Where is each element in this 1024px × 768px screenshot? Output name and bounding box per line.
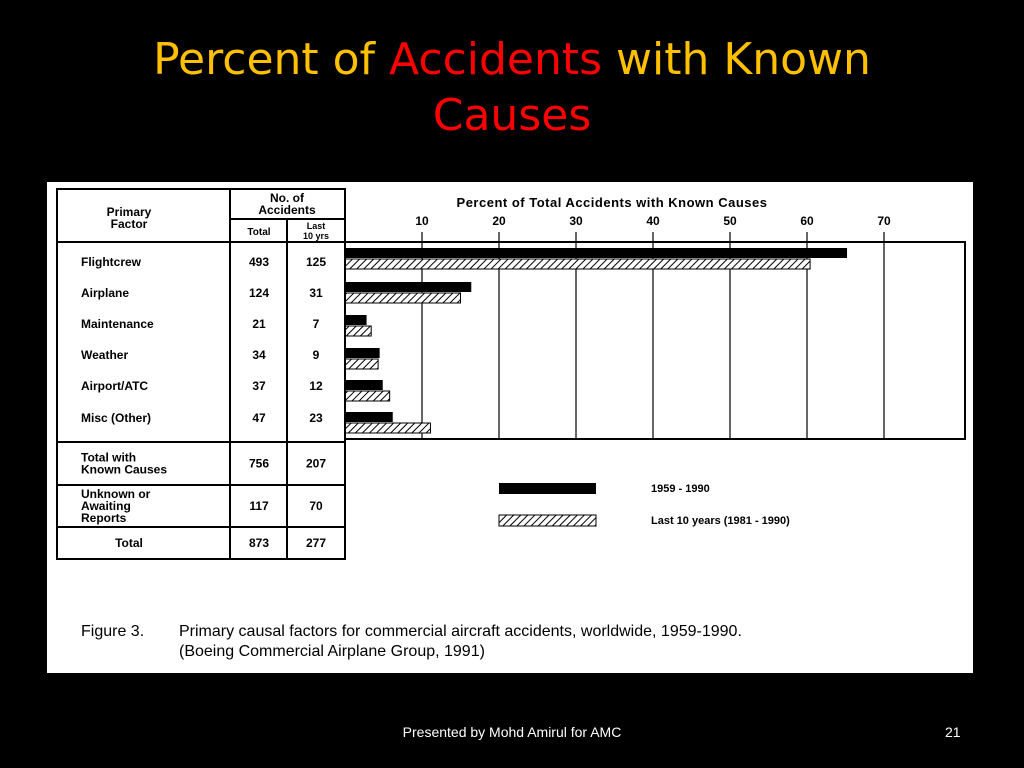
bar-last-10-years [345,259,810,269]
row-last10-value: 23 [309,411,323,425]
x-tick-label: 20 [492,214,506,228]
x-tick-label: 70 [877,214,891,228]
bar-last-10-years [345,359,378,369]
row-last10-value: 9 [312,348,320,362]
summary-rows [81,451,326,551]
summary-total-value: 117 [249,499,269,513]
caption-line-2: (Boeing Commercial Airplane Group, 1991) [179,643,485,660]
row-factor-label: Maintenance [81,317,154,331]
bar-1959-1990 [345,282,471,292]
bar-1959-1990 [345,315,367,325]
bar-1959-1990 [345,380,383,390]
row-factor-label: Misc (Other) [81,411,152,425]
summary-last10-value: 277 [305,536,327,550]
header-last-10-yrs: Last 10 yrs [302,221,330,241]
header-primary-factor: Primary Factor [106,205,152,231]
bar-last-10-years [345,326,371,336]
row-total-value: 37 [252,379,266,393]
row-last10-value: 7 [312,317,320,331]
x-tick-label: 50 [723,214,737,228]
header-no-of-accidents: No. of Accidents [258,191,316,217]
legend-swatch-1959-1990 [499,483,596,494]
caption-figure-label: Figure 3. [81,623,145,640]
row-total-value: 493 [248,255,270,269]
legend-label-last-10-years: Last 10 years (1981 - 1990) [651,515,790,527]
table-rows [81,255,326,425]
summary-total-value: 756 [248,456,270,471]
row-factor-label: Weather [81,348,129,362]
row-total-value: 124 [248,286,270,300]
figure-image [47,182,973,673]
row-total-value: 21 [252,317,266,331]
legend [499,483,790,527]
bar-chart [345,195,965,439]
slide-title [0,32,1024,144]
bar-1959-1990 [345,412,393,422]
bar-last-10-years [345,391,390,401]
row-total-value: 34 [252,348,266,362]
title-part-1: Percent of [153,34,390,85]
summary-last10-value: 70 [309,499,323,513]
figure-svg [47,182,973,673]
summary-label: Total with Known Causes [81,450,168,477]
footer-credit: Presented by Mohd Amirul for AMC [402,724,622,740]
chart-title: Percent of Total Accidents with Known Causes [456,195,768,210]
row-factor-label: Airplane [81,286,130,300]
title-causes: Causes [432,90,592,141]
row-last10-value: 31 [309,286,323,300]
summary-label: Total [115,536,143,550]
title-accidents: Accidents [389,34,603,85]
legend-swatch-last-10-years [499,515,596,526]
summary-last10-value: 207 [305,456,327,471]
bar-1959-1990 [345,348,380,358]
bar-last-10-years [345,293,461,303]
caption-line-1: Primary causal factors for commercial aircraft accidents, worldwide, 1959-1990. [179,623,742,640]
slide-number: 21 [945,724,961,740]
x-tick-label: 10 [415,214,429,228]
row-total-value: 47 [252,411,266,425]
plot-frame [345,242,965,439]
x-tick-label: 30 [569,214,583,228]
legend-label-1959-1990: 1959 - 1990 [651,483,710,495]
header-total: Total [247,227,271,238]
bar-last-10-years [345,423,430,433]
summary-label: Unknown or Awaiting Reports [81,487,151,525]
row-factor-label: Airport/ATC [81,379,149,393]
row-factor-label: Flightcrew [81,255,142,269]
row-last10-value: 125 [305,255,327,269]
figure-caption [81,622,742,662]
title-part-3: with Known [602,34,871,85]
row-last10-value: 12 [309,379,323,393]
x-tick-label: 60 [800,214,814,228]
x-tick-label: 40 [646,214,660,228]
summary-total-value: 873 [248,536,270,550]
bar-1959-1990 [345,248,847,258]
